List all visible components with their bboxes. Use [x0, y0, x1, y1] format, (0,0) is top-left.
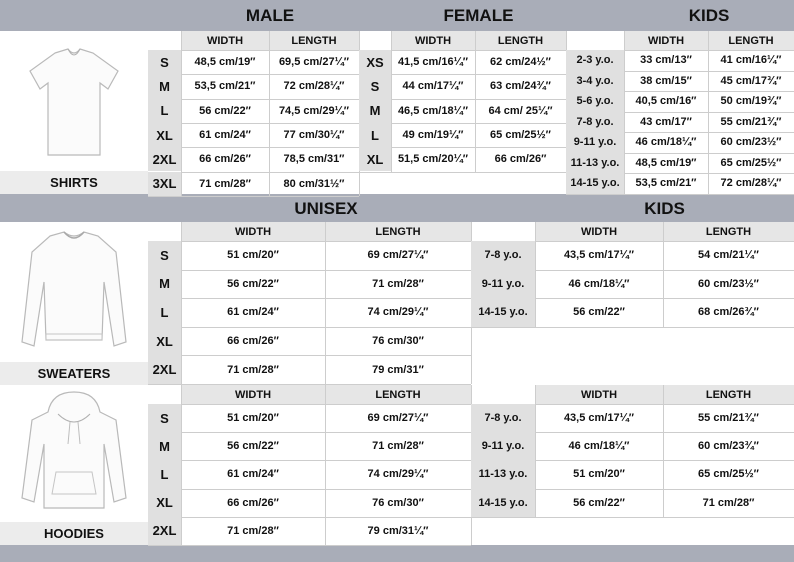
- kids_sweaters-length-value: 60 cm/23½″: [698, 277, 759, 290]
- hoodies-length-value: 79 cm/31¼″: [367, 524, 429, 537]
- kids_shirts-size: 2-3 y.o.: [566, 50, 624, 71]
- male-length-value: 74,5 cm/29¼″: [278, 104, 350, 117]
- male-length-value: 80 cm/31½″: [283, 177, 345, 190]
- kids_shirts-width-value: 33 cm/13″: [640, 54, 692, 67]
- hoodies-length-value: 69 cm/27¼″: [367, 412, 429, 425]
- grid-line: [471, 517, 794, 518]
- kids_shirts-size: 9-11 y.o.: [566, 132, 624, 153]
- kids_sweaters-width-value: 46 cm/18¼″: [568, 277, 630, 290]
- hoodies-width-value: 71 cm/28″: [227, 524, 279, 537]
- kids_shirts-length-value: 45 cm/17¾″: [720, 74, 782, 87]
- grid-line: [535, 222, 536, 327]
- male-size: S: [148, 50, 181, 74]
- male-length-value: 77 cm/30¼″: [283, 129, 345, 142]
- grid-line: [391, 31, 392, 172]
- hoodies-length-value: 74 cm/29¼″: [367, 468, 429, 481]
- heading-unisex: UNISEX: [294, 199, 358, 218]
- female-size: S: [359, 74, 391, 98]
- sweaters-width-value: 61 cm/24″: [227, 306, 279, 319]
- grid-line: [148, 545, 471, 546]
- kids_hoodies-width-value: 51 cm/20″: [573, 468, 625, 481]
- kids_hoodies-length-value: 60 cm/23¾″: [698, 440, 759, 453]
- hoodies-header-width: WIDTH: [181, 385, 325, 404]
- female-size: M: [359, 99, 391, 123]
- heading-female: FEMALE: [443, 6, 514, 25]
- hoodies-length-value: 71 cm/28″: [372, 440, 424, 453]
- sweater-icon: [0, 222, 148, 362]
- kids_shirts-size: 14-15 y.o.: [566, 173, 624, 194]
- kids_shirts-width-value: 38 cm/15″: [640, 74, 692, 87]
- kids_shirts-width-value: 53,5 cm/21″: [635, 177, 697, 190]
- hoodies-size: L: [148, 460, 181, 488]
- female-size: L: [359, 123, 391, 147]
- sweaters-length-value: 74 cm/29¼″: [367, 306, 429, 319]
- sweaters-size: M: [148, 270, 181, 299]
- male-header-length: LENGTH: [269, 31, 359, 50]
- hoodies-size: XL: [148, 489, 181, 517]
- hoodies-size: M: [148, 432, 181, 460]
- hoodies-length-value: 76 cm/30″: [372, 496, 424, 509]
- kids_hoodies-width-value: 46 cm/18¼″: [568, 440, 630, 453]
- kids_shirts-width-value: 40,5 cm/16″: [635, 95, 697, 108]
- female-width-value: 46,5 cm/18¼″: [397, 104, 469, 117]
- female-length-value: 65 cm/25½″: [490, 129, 551, 142]
- bottom-band: [0, 545, 794, 562]
- sweaters-length-value: 69 cm/27¼″: [367, 249, 429, 262]
- grid-line: [475, 31, 476, 172]
- kids_shirts-length-value: 50 cm/19¾″: [720, 95, 782, 108]
- sweaters-size: L: [148, 298, 181, 327]
- sweaters-width-value: 56 cm/22″: [227, 277, 279, 290]
- kids_shirts-size: 11-13 y.o.: [566, 153, 624, 174]
- kids_shirts-length-value: 60 cm/23½″: [720, 136, 782, 149]
- heading-kids: KIDS: [688, 6, 730, 25]
- kids_shirts-width-value: 46 cm/18¼″: [635, 136, 697, 149]
- male-size: XL: [148, 123, 181, 147]
- kids_hoodies-length-value: 65 cm/25½″: [698, 468, 759, 481]
- male-width-value: 61 cm/24″: [199, 129, 251, 142]
- sweaters-length-value: 76 cm/30″: [372, 335, 424, 348]
- kids_shirts-size: 5-6 y.o.: [566, 91, 624, 112]
- kids_sweaters-size: 14-15 y.o.: [471, 298, 535, 327]
- heading-male: MALE: [245, 6, 295, 25]
- kids_hoodies-header-length: LENGTH: [663, 385, 794, 404]
- hoodie-icon: [0, 386, 148, 518]
- male-size: L: [148, 99, 181, 123]
- kids_shirts-length-value: 55 cm/21¾″: [720, 115, 782, 128]
- hoodies-header-length: LENGTH: [325, 385, 471, 404]
- female-length-value: 64 cm/ 25¼″: [488, 104, 553, 117]
- grid-line: [181, 222, 182, 384]
- kids_hoodies-length-value: 55 cm/21¾″: [698, 412, 759, 425]
- label-sweaters: SWEATERS: [0, 362, 148, 385]
- kids_hoodies-size: 14-15 y.o.: [471, 489, 535, 517]
- male-size: 2XL: [148, 147, 181, 171]
- kids_sweaters-size: 9-11 y.o.: [471, 270, 535, 299]
- kids_hoodies-size: 7-8 y.o.: [471, 404, 535, 432]
- male-width-value: 53,5 cm/21″: [194, 80, 256, 93]
- grid-line: [566, 194, 794, 195]
- kids_shirts-header-width: WIDTH: [624, 31, 708, 50]
- hoodies-width-value: 61 cm/24″: [227, 468, 279, 481]
- female-length-value: 63 cm/24¾″: [490, 80, 551, 93]
- male-width-value: 66 cm/26″: [199, 153, 251, 166]
- hoodies-size: 2XL: [148, 517, 181, 545]
- female-header-width: WIDTH: [391, 31, 475, 50]
- male-width-value: 48,5 cm/19″: [194, 56, 256, 69]
- kids_sweaters-length-value: 68 cm/26¾″: [698, 306, 759, 319]
- male-size: 3XL: [148, 172, 181, 196]
- grid-line: [359, 172, 566, 173]
- kids_shirts-width-value: 48,5 cm/19″: [635, 156, 697, 169]
- kids_shirts-header-length: LENGTH: [708, 31, 794, 50]
- sweaters-size: S: [148, 241, 181, 270]
- female-width-value: 41,5 cm/16¼″: [397, 56, 469, 69]
- grid-line: [663, 385, 664, 517]
- kids_sweaters-header-length: LENGTH: [663, 222, 794, 241]
- kids_shirts-width-value: 43 cm/17″: [640, 115, 692, 128]
- grid-line: [624, 31, 625, 194]
- sweaters-size: 2XL: [148, 355, 181, 384]
- grid-line: [535, 385, 536, 517]
- sweaters-size: XL: [148, 327, 181, 356]
- kids_hoodies-width-value: 43,5 cm/17¼″: [563, 412, 635, 425]
- female-length-value: 66 cm/26″: [494, 153, 547, 166]
- sweaters-length-value: 79 cm/31″: [372, 363, 424, 376]
- hoodies-width-value: 56 cm/22″: [227, 440, 279, 453]
- hoodie-image: [0, 386, 148, 518]
- kids_sweaters-length-value: 54 cm/21¼″: [698, 249, 759, 262]
- label-shirts: SHIRTS: [0, 171, 148, 194]
- male-header-width: WIDTH: [181, 31, 269, 50]
- male-length-value: 78,5 cm/31″: [283, 153, 345, 166]
- male-length-value: 72 cm/28¼″: [283, 80, 345, 93]
- hoodies-width-value: 66 cm/26″: [227, 496, 279, 509]
- female-width-value: 49 cm/19¼″: [402, 129, 464, 142]
- female-width-value: 51,5 cm/20¼″: [397, 153, 469, 166]
- male-width-value: 56 cm/22″: [199, 104, 251, 117]
- kids_shirts-size: 7-8 y.o.: [566, 112, 624, 133]
- kids_hoodies-size: 11-13 y.o.: [471, 460, 535, 488]
- hoodies-size: S: [148, 404, 181, 432]
- kids_shirts-length-value: 72 cm/28¼″: [720, 177, 782, 190]
- sweaters-width-value: 66 cm/26″: [227, 335, 279, 348]
- female-length-value: 62 cm/24½″: [490, 56, 551, 69]
- male-length-value: 69,5 cm/27¼″: [278, 56, 350, 69]
- sweaters-header-length: LENGTH: [325, 222, 471, 241]
- kids_hoodies-header-width: WIDTH: [535, 385, 663, 404]
- grid-line: [471, 327, 794, 328]
- label-hoodies: HOODIES: [0, 522, 148, 545]
- kids_hoodies-width-value: 56 cm/22″: [573, 496, 625, 509]
- sweaters-width-value: 51 cm/20″: [227, 249, 279, 262]
- grid-line: [663, 222, 664, 327]
- grid-line: [325, 385, 326, 545]
- tshirt-icon: [0, 31, 148, 171]
- kids_shirts-length-value: 65 cm/25½″: [720, 156, 782, 169]
- heading-kids-2: KIDS: [644, 199, 685, 218]
- shirt-image: [0, 31, 148, 171]
- female-header-length: LENGTH: [475, 31, 566, 50]
- kids_hoodies-size: 9-11 y.o.: [471, 432, 535, 460]
- grid-line: [269, 31, 270, 196]
- kids_sweaters-width-value: 56 cm/22″: [573, 306, 625, 319]
- grid-line: [148, 196, 359, 197]
- grid-line: [325, 222, 326, 384]
- kids_shirts-size: 3-4 y.o.: [566, 71, 624, 92]
- sweater-image: [0, 222, 148, 362]
- kids_hoodies-length-value: 71 cm/28″: [702, 496, 755, 509]
- kids_shirts-length-value: 41 cm/16¼″: [720, 54, 782, 67]
- female-size: XS: [359, 50, 391, 74]
- hoodies-width-value: 51 cm/20″: [227, 412, 279, 425]
- kids_sweaters-header-width: WIDTH: [535, 222, 663, 241]
- male-size: M: [148, 74, 181, 98]
- grid-line: [708, 31, 709, 194]
- grid-line: [181, 31, 182, 196]
- kids_sweaters-size: 7-8 y.o.: [471, 241, 535, 270]
- sweaters-width-value: 71 cm/28″: [227, 363, 279, 376]
- sweaters-header-width: WIDTH: [181, 222, 325, 241]
- grid-line: [181, 385, 182, 545]
- sweaters-length-value: 71 cm/28″: [372, 277, 424, 290]
- kids_sweaters-width-value: 43,5 cm/17¼″: [563, 249, 635, 262]
- male-width-value: 71 cm/28″: [199, 177, 251, 190]
- female-width-value: 44 cm/17¼″: [402, 80, 464, 93]
- female-size: XL: [359, 147, 391, 171]
